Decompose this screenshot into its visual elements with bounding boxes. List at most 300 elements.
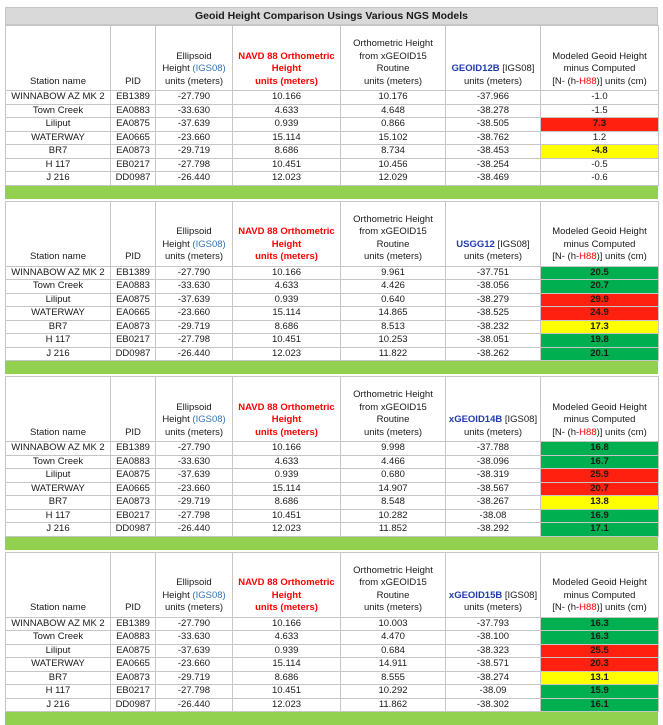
cell-ortho-height: 0.640 (341, 293, 446, 307)
cell-ellipsoid-height: -23.660 (156, 658, 233, 672)
cell-diff-value: 16.3 (541, 631, 659, 645)
header-line: Height (233, 590, 340, 603)
cell-diff-value: -1.5 (541, 104, 659, 118)
cell-pid: EB1389 (111, 617, 156, 631)
header-xgeoid15-ortho (341, 201, 446, 266)
cell-model-value: -38.323 (446, 644, 541, 658)
h88-label: H88 (579, 251, 596, 262)
header-station-name (6, 26, 111, 91)
table-row (6, 280, 659, 294)
cell-diff-value: -0.6 (541, 172, 659, 186)
igs08-label: (IGS08) (192, 239, 225, 250)
cell-model-value: -37.788 (446, 442, 541, 456)
cell-station-name: J 216 (6, 347, 111, 361)
cell-pid: EA0883 (111, 631, 156, 645)
header-model (446, 201, 541, 266)
header-line: Orthometric Height (341, 214, 445, 227)
cell-ortho-height: 11.862 (341, 698, 446, 712)
cell-ellipsoid-height: -29.719 (156, 671, 233, 685)
header-text: Height (162, 414, 192, 425)
cell-model-value: -38.505 (446, 118, 541, 132)
cell-pid: EA0665 (111, 482, 156, 496)
header-units: units (meters) (341, 427, 445, 440)
cell-model-value: -38.254 (446, 158, 541, 172)
cell-station-name: WATERWAY (6, 482, 111, 496)
cell-station-name: Liliput (6, 644, 111, 658)
header-ellipsoid-height (156, 201, 233, 266)
cell-station-name: J 216 (6, 698, 111, 712)
model-table-block (5, 25, 658, 199)
model-table-block (5, 552, 658, 725)
cell-diff-value: 29.9 (541, 293, 659, 307)
cell-ortho-height: 14.865 (341, 307, 446, 321)
cell-pid: EA0873 (111, 496, 156, 510)
igs08-bracket-label: [IGS08] (505, 414, 537, 425)
header-line (446, 63, 540, 76)
cell-model-value: -38.262 (446, 347, 541, 361)
table-row (6, 334, 659, 348)
header-line (156, 239, 232, 252)
header-xgeoid15-ortho (341, 26, 446, 91)
header-row (6, 377, 659, 442)
cell-ortho-height: 9.998 (341, 442, 446, 456)
cell-station-name: H 117 (6, 158, 111, 172)
cell-pid: DD0987 (111, 347, 156, 361)
cell-diff-value: 15.9 (541, 685, 659, 699)
header-line: Ellipsoid (156, 51, 232, 64)
cell-ortho-height: 14.911 (341, 658, 446, 672)
cell-ortho-height: 10.003 (341, 617, 446, 631)
cell-ortho-height: 4.470 (341, 631, 446, 645)
cell-pid: EA0873 (111, 320, 156, 334)
cell-ortho-height: 10.292 (341, 685, 446, 699)
header-station-name (6, 377, 111, 442)
table-row (6, 118, 659, 132)
cell-navd88-height: 0.939 (233, 644, 341, 658)
header-line: minus Computed (541, 63, 658, 76)
header-text: [N- (h- (552, 427, 579, 438)
cell-model-value: -38.525 (446, 307, 541, 321)
cell-navd88-height: 4.633 (233, 455, 341, 469)
header-line (541, 602, 658, 615)
sheet-title: Geoid Height Comparison Usings Various NGS Models (5, 7, 658, 25)
header-text: )] units (cm) (597, 251, 647, 262)
header-pid (111, 26, 156, 91)
cell-pid: EA0665 (111, 307, 156, 321)
table-row (6, 698, 659, 712)
cell-station-name: Town Creek (6, 631, 111, 645)
header-line: Ellipsoid (156, 402, 232, 415)
table-row (6, 523, 659, 537)
header-pid (111, 201, 156, 266)
header-units: units (meters) (233, 251, 340, 264)
cell-ellipsoid-height: -33.630 (156, 455, 233, 469)
cell-diff-value: 1.2 (541, 131, 659, 145)
cell-model-value: -38.762 (446, 131, 541, 145)
cell-station-name: Liliput (6, 293, 111, 307)
cell-model-value: -38.319 (446, 469, 541, 483)
model-table-block (5, 376, 658, 550)
header-line (156, 63, 232, 76)
header-units: units (meters) (156, 602, 232, 615)
cell-pid: DD0987 (111, 523, 156, 537)
header-line (541, 251, 658, 264)
cell-ellipsoid-height: -27.790 (156, 266, 233, 280)
cell-navd88-height: 10.451 (233, 509, 341, 523)
cell-ortho-height: 8.734 (341, 145, 446, 159)
header-line: PID (111, 76, 155, 89)
cell-model-value: -37.966 (446, 91, 541, 105)
header-line: NAVD 88 Orthometric (233, 226, 340, 239)
header-model (446, 26, 541, 91)
cell-ortho-height: 11.852 (341, 523, 446, 537)
header-line: minus Computed (541, 414, 658, 427)
header-line (541, 427, 658, 440)
header-line: Station name (6, 427, 110, 440)
header-units: units (meters) (341, 602, 445, 615)
table-row (6, 644, 659, 658)
cell-ortho-height: 8.555 (341, 671, 446, 685)
cell-model-value: -37.793 (446, 617, 541, 631)
header-text: Height (162, 590, 192, 601)
cell-pid: EB0217 (111, 509, 156, 523)
header-units: units (meters) (233, 427, 340, 440)
header-units: units (meters) (156, 76, 232, 89)
cell-navd88-height: 10.166 (233, 266, 341, 280)
cell-ellipsoid-height: -33.630 (156, 631, 233, 645)
header-line: Modeled Geoid Height (541, 402, 658, 415)
header-line (446, 239, 540, 252)
cell-station-name: J 216 (6, 523, 111, 537)
header-text: [N- (h- (552, 602, 579, 613)
header-units: units (meters) (233, 76, 340, 89)
cell-station-name: WINNABOW AZ MK 2 (6, 266, 111, 280)
cell-navd88-height: 10.451 (233, 158, 341, 172)
header-line (446, 590, 540, 603)
cell-diff-value: 20.5 (541, 266, 659, 280)
header-line: Station name (6, 251, 110, 264)
cell-pid: EA0875 (111, 644, 156, 658)
cell-ortho-height: 15.102 (341, 131, 446, 145)
cell-station-name: J 216 (6, 172, 111, 186)
cell-pid: DD0987 (111, 172, 156, 186)
cell-navd88-height: 4.633 (233, 280, 341, 294)
cell-navd88-height: 0.939 (233, 469, 341, 483)
cell-navd88-height: 10.166 (233, 442, 341, 456)
cell-ellipsoid-height: -26.440 (156, 172, 233, 186)
model-name-label: GEOID12B (452, 63, 500, 74)
header-line: PID (111, 251, 155, 264)
cell-navd88-height: 8.686 (233, 496, 341, 510)
geoid-table (5, 201, 659, 362)
cell-diff-value: 16.9 (541, 509, 659, 523)
cell-ellipsoid-height: -37.639 (156, 293, 233, 307)
header-diff (541, 201, 659, 266)
cell-diff-value: 19.8 (541, 334, 659, 348)
cell-ortho-height: 10.456 (341, 158, 446, 172)
header-line (156, 414, 232, 427)
header-line: Height (233, 63, 340, 76)
cell-diff-value: -4.8 (541, 145, 659, 159)
header-units: units (meters) (446, 251, 540, 264)
header-line: Routine (341, 590, 445, 603)
header-units: units (meters) (446, 427, 540, 440)
cell-pid: EA0873 (111, 145, 156, 159)
cell-diff-value: 25.5 (541, 644, 659, 658)
cell-model-value: -37.751 (446, 266, 541, 280)
header-line: NAVD 88 Orthometric (233, 51, 340, 64)
header-line: minus Computed (541, 239, 658, 252)
table-row (6, 631, 659, 645)
table-body (6, 266, 659, 361)
cell-navd88-height: 15.114 (233, 482, 341, 496)
cell-pid: EA0875 (111, 118, 156, 132)
header-line: Modeled Geoid Height (541, 226, 658, 239)
cell-diff-value: 20.3 (541, 658, 659, 672)
cell-ellipsoid-height: -29.719 (156, 496, 233, 510)
cell-ellipsoid-height: -29.719 (156, 320, 233, 334)
model-name-label: USGG12 (456, 239, 495, 250)
table-body (6, 442, 659, 537)
cell-model-value: -38.232 (446, 320, 541, 334)
header-line: from xGEOID15 (341, 51, 445, 64)
header-navd88 (233, 377, 341, 442)
cell-station-name: WINNABOW AZ MK 2 (6, 617, 111, 631)
header-line: NAVD 88 Orthometric (233, 577, 340, 590)
igs08-bracket-label: [IGS08] (502, 63, 534, 74)
header-line: Routine (341, 239, 445, 252)
table-row (6, 469, 659, 483)
cell-ortho-height: 0.684 (341, 644, 446, 658)
cell-model-value: -38.267 (446, 496, 541, 510)
header-text: )] units (cm) (597, 76, 647, 87)
cell-pid: EB1389 (111, 442, 156, 456)
cell-ellipsoid-height: -27.798 (156, 334, 233, 348)
cell-pid: EB1389 (111, 91, 156, 105)
cell-diff-value: 25.9 (541, 469, 659, 483)
cell-navd88-height: 8.686 (233, 671, 341, 685)
cell-model-value: -38.292 (446, 523, 541, 537)
header-text: [N- (h- (552, 251, 579, 262)
header-text: )] units (cm) (597, 602, 647, 613)
table-body (6, 617, 659, 712)
cell-pid: EA0665 (111, 131, 156, 145)
header-line: Height (233, 414, 340, 427)
cell-station-name: Liliput (6, 118, 111, 132)
cell-pid: EA0883 (111, 455, 156, 469)
cell-pid: DD0987 (111, 698, 156, 712)
cell-diff-value: 16.8 (541, 442, 659, 456)
cell-navd88-height: 12.023 (233, 347, 341, 361)
cell-station-name: BR7 (6, 145, 111, 159)
geoid-table (5, 25, 659, 186)
header-units: units (meters) (341, 76, 445, 89)
header-line: Height (233, 239, 340, 252)
cell-station-name: WATERWAY (6, 307, 111, 321)
header-diff (541, 26, 659, 91)
cell-ellipsoid-height: -27.798 (156, 158, 233, 172)
igs08-label: (IGS08) (192, 414, 225, 425)
table-row (6, 158, 659, 172)
header-pid (111, 552, 156, 617)
cell-model-value: -38.278 (446, 104, 541, 118)
table-row (6, 172, 659, 186)
table-body (6, 91, 659, 186)
cell-ortho-height: 4.648 (341, 104, 446, 118)
cell-station-name: Town Creek (6, 104, 111, 118)
header-line: Modeled Geoid Height (541, 51, 658, 64)
cell-station-name: BR7 (6, 671, 111, 685)
header-units: units (meters) (156, 251, 232, 264)
cell-ellipsoid-height: -26.440 (156, 698, 233, 712)
header-line: Routine (341, 414, 445, 427)
table-row (6, 482, 659, 496)
cell-model-value: -38.453 (446, 145, 541, 159)
table-row (6, 442, 659, 456)
table-row (6, 496, 659, 510)
header-line: from xGEOID15 (341, 402, 445, 415)
cell-station-name: Town Creek (6, 280, 111, 294)
header-xgeoid15-ortho (341, 377, 446, 442)
cell-ellipsoid-height: -27.790 (156, 617, 233, 631)
table-row (6, 307, 659, 321)
cell-diff-value: 17.1 (541, 523, 659, 537)
cell-model-value: -38.09 (446, 685, 541, 699)
cell-ellipsoid-height: -27.790 (156, 91, 233, 105)
cell-ortho-height: 10.282 (341, 509, 446, 523)
cell-model-value: -38.08 (446, 509, 541, 523)
header-diff (541, 377, 659, 442)
cell-ortho-height: 10.176 (341, 91, 446, 105)
header-navd88 (233, 552, 341, 617)
cell-station-name: H 117 (6, 509, 111, 523)
green-separator-bar (5, 361, 658, 374)
cell-ellipsoid-height: -29.719 (156, 145, 233, 159)
header-line: Orthometric Height (341, 565, 445, 578)
cell-diff-value: 16.7 (541, 455, 659, 469)
header-line: PID (111, 427, 155, 440)
model-table-block (5, 201, 658, 375)
header-units: units (meters) (341, 251, 445, 264)
header-line: NAVD 88 Orthometric (233, 402, 340, 415)
green-separator-bar (5, 537, 658, 550)
cell-navd88-height: 10.166 (233, 91, 341, 105)
h88-label: H88 (579, 602, 596, 613)
cell-diff-value: 20.7 (541, 280, 659, 294)
cell-navd88-height: 8.686 (233, 145, 341, 159)
cell-station-name: WATERWAY (6, 131, 111, 145)
header-line: Orthometric Height (341, 38, 445, 51)
cell-navd88-height: 8.686 (233, 320, 341, 334)
header-line (446, 414, 540, 427)
h88-label: H88 (579, 76, 596, 87)
cell-pid: EA0883 (111, 104, 156, 118)
table-row (6, 658, 659, 672)
cell-pid: EA0883 (111, 280, 156, 294)
header-line: Station name (6, 76, 110, 89)
header-line: Routine (341, 63, 445, 76)
cell-navd88-height: 10.451 (233, 685, 341, 699)
cell-station-name: Liliput (6, 469, 111, 483)
header-xgeoid15-ortho (341, 552, 446, 617)
cell-navd88-height: 12.023 (233, 523, 341, 537)
cell-station-name: WINNABOW AZ MK 2 (6, 91, 111, 105)
green-separator-bar (5, 712, 658, 725)
cell-navd88-height: 0.939 (233, 118, 341, 132)
cell-station-name: WATERWAY (6, 658, 111, 672)
header-line: Modeled Geoid Height (541, 577, 658, 590)
cell-ortho-height: 10.253 (341, 334, 446, 348)
header-line (156, 590, 232, 603)
cell-navd88-height: 15.114 (233, 307, 341, 321)
cell-model-value: -38.056 (446, 280, 541, 294)
cell-ellipsoid-height: -37.639 (156, 644, 233, 658)
h88-label: H88 (579, 427, 596, 438)
cell-pid: EA0875 (111, 469, 156, 483)
cell-model-value: -38.469 (446, 172, 541, 186)
table-row (6, 320, 659, 334)
header-line: Station name (6, 602, 110, 615)
cell-navd88-height: 4.633 (233, 104, 341, 118)
header-units: units (meters) (233, 602, 340, 615)
cell-diff-value: 7.3 (541, 118, 659, 132)
cell-diff-value: 16.3 (541, 617, 659, 631)
cell-station-name: Town Creek (6, 455, 111, 469)
cell-navd88-height: 12.023 (233, 172, 341, 186)
cell-model-value: -38.274 (446, 671, 541, 685)
table-blocks (5, 25, 658, 725)
cell-model-value: -38.100 (446, 631, 541, 645)
cell-ellipsoid-height: -33.630 (156, 104, 233, 118)
cell-ortho-height: 4.466 (341, 455, 446, 469)
header-units: units (meters) (446, 602, 540, 615)
header-line: from xGEOID15 (341, 577, 445, 590)
header-text: [N- (h- (552, 76, 579, 87)
cell-diff-value: -1.0 (541, 91, 659, 105)
cell-ortho-height: 8.513 (341, 320, 446, 334)
cell-station-name: H 117 (6, 685, 111, 699)
table-row (6, 671, 659, 685)
cell-ortho-height: 0.866 (341, 118, 446, 132)
cell-ellipsoid-height: -26.440 (156, 347, 233, 361)
cell-ellipsoid-height: -33.630 (156, 280, 233, 294)
cell-ortho-height: 8.548 (341, 496, 446, 510)
cell-station-name: BR7 (6, 496, 111, 510)
green-separator-bar (5, 186, 658, 199)
igs08-label: (IGS08) (192, 590, 225, 601)
cell-pid: EB0217 (111, 158, 156, 172)
header-ellipsoid-height (156, 552, 233, 617)
geoid-table (5, 552, 659, 713)
table-row (6, 685, 659, 699)
table-row (6, 145, 659, 159)
cell-ellipsoid-height: -37.639 (156, 118, 233, 132)
header-navd88 (233, 201, 341, 266)
header-line: minus Computed (541, 590, 658, 603)
cell-station-name: BR7 (6, 320, 111, 334)
header-ellipsoid-height (156, 26, 233, 91)
cell-model-value: -38.302 (446, 698, 541, 712)
cell-ortho-height: 11.822 (341, 347, 446, 361)
header-navd88 (233, 26, 341, 91)
cell-station-name: H 117 (6, 334, 111, 348)
cell-navd88-height: 15.114 (233, 658, 341, 672)
cell-model-value: -38.051 (446, 334, 541, 348)
header-text: Height (162, 239, 192, 250)
cell-model-value: -38.567 (446, 482, 541, 496)
header-line: from xGEOID15 (341, 226, 445, 239)
cell-ortho-height: 4.426 (341, 280, 446, 294)
